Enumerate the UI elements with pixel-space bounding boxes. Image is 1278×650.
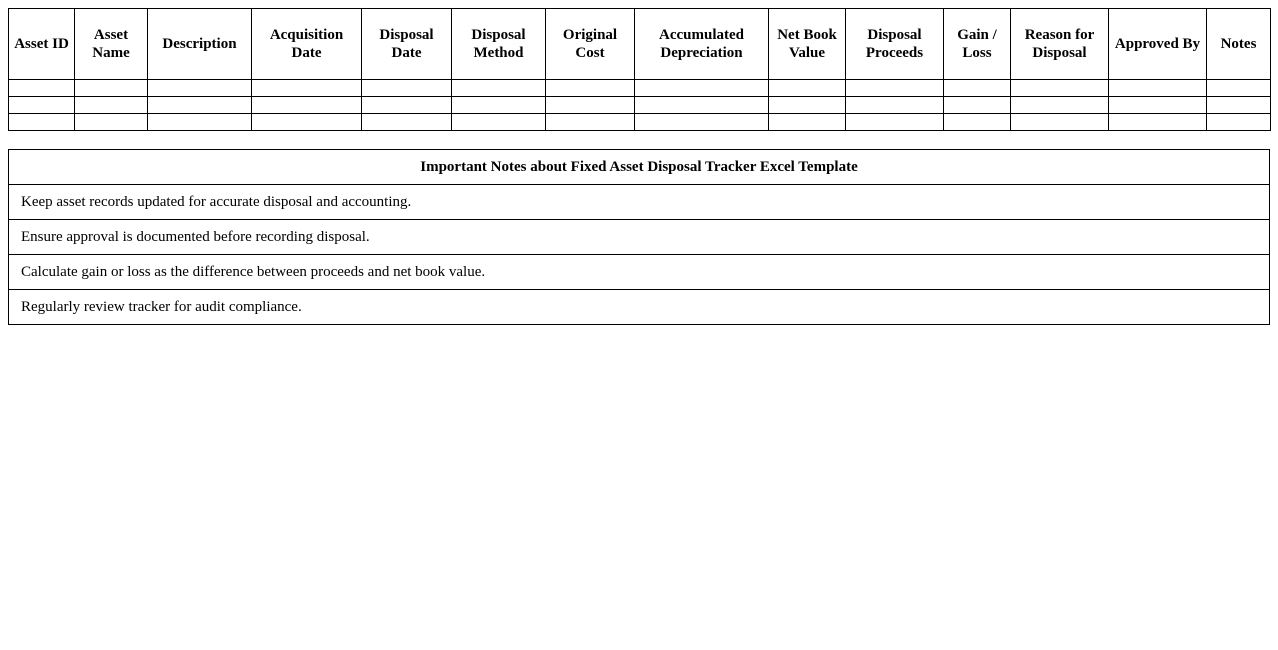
important-notes-table [8,149,1270,325]
note-row [9,290,1270,325]
table-cell[interactable] [1109,114,1207,131]
table-row [9,80,1271,97]
table-cell[interactable] [769,97,846,114]
table-cell[interactable] [452,97,546,114]
table-cell[interactable] [944,114,1011,131]
table-cell[interactable] [1207,97,1271,114]
header-gain-loss: Gain / Loss [944,9,1011,80]
table-cell[interactable] [1109,80,1207,97]
table-cell[interactable] [846,97,944,114]
table-cell[interactable] [546,97,635,114]
notes-title-row [9,150,1270,185]
header-acquisition-date: Acquisition Date [252,9,362,80]
table-cell[interactable] [362,97,452,114]
note-item: Keep asset records updated for accurate disposal and accounting. [9,185,1270,220]
table-cell[interactable] [944,80,1011,97]
table-cell[interactable] [362,114,452,131]
table-cell[interactable] [546,80,635,97]
table-cell[interactable] [252,80,362,97]
table-cell[interactable] [635,80,769,97]
table-cell[interactable] [846,114,944,131]
header-notes: Notes [1207,9,1271,80]
table-cell[interactable] [252,114,362,131]
header-asset-name: Asset Name [75,9,148,80]
table-body [9,80,1271,131]
note-row [9,185,1270,220]
table-cell[interactable] [452,114,546,131]
table-cell[interactable] [1011,80,1109,97]
table-cell[interactable] [1207,114,1271,131]
table-cell[interactable] [252,97,362,114]
table-cell[interactable] [769,114,846,131]
table-header [9,9,1271,80]
header-disposal-date: Disposal Date [362,9,452,80]
header-disposal-proceeds: Disposal Proceeds [846,9,944,80]
notes-title: Important Notes about Fixed Asset Disposal Tracker Excel Template [9,150,1270,185]
notes-body [9,185,1270,325]
header-description: Description [148,9,252,80]
note-item: Ensure approval is documented before recording disposal. [9,220,1270,255]
table-cell[interactable] [148,114,252,131]
table-cell[interactable] [9,97,75,114]
header-approved-by: Approved By [1109,9,1207,80]
table-cell[interactable] [1011,114,1109,131]
table-cell[interactable] [75,114,148,131]
table-cell[interactable] [9,114,75,131]
table-cell[interactable] [148,97,252,114]
header-original-cost: Original Cost [546,9,635,80]
table-cell[interactable] [635,114,769,131]
note-item: Calculate gain or loss as the difference between proceeds and net book value. [9,255,1270,290]
table-cell[interactable] [362,80,452,97]
table-cell[interactable] [9,80,75,97]
table-row [9,114,1271,131]
header-net-book-value: Net Book Value [769,9,846,80]
table-cell[interactable] [1207,80,1271,97]
asset-disposal-table [8,8,1271,131]
table-cell[interactable] [1109,97,1207,114]
table-cell[interactable] [846,80,944,97]
table-cell[interactable] [148,80,252,97]
note-item: Regularly review tracker for audit compliance. [9,290,1270,325]
note-row [9,255,1270,290]
table-row [9,97,1271,114]
table-cell[interactable] [452,80,546,97]
header-asset-id: Asset ID [9,9,75,80]
table-cell[interactable] [1011,97,1109,114]
table-cell[interactable] [75,97,148,114]
table-cell[interactable] [944,97,1011,114]
header-row [9,9,1271,80]
table-cell[interactable] [769,80,846,97]
note-row [9,220,1270,255]
header-reason-for-disposal: Reason for Disposal [1011,9,1109,80]
table-cell[interactable] [75,80,148,97]
table-cell[interactable] [546,114,635,131]
notes-header [9,150,1270,185]
table-cell[interactable] [635,97,769,114]
header-accumulated-depreciation: Accumulated Depreciation [635,9,769,80]
header-disposal-method: Disposal Method [452,9,546,80]
